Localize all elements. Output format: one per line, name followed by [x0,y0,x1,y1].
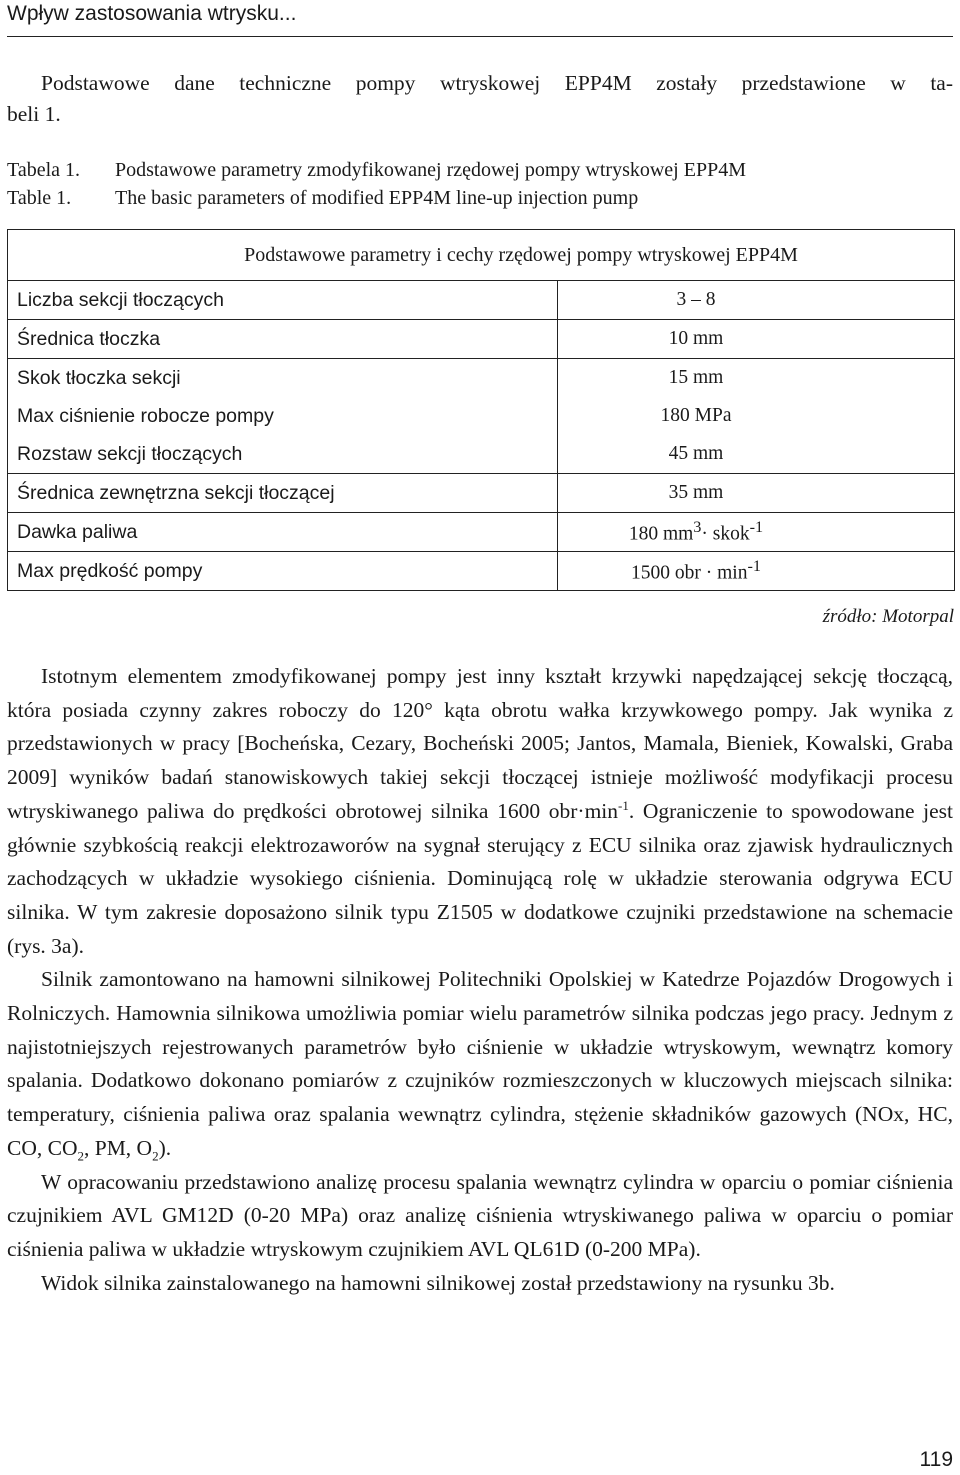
table-row [8,359,955,398]
table-row [8,281,955,320]
intro-line-2: beli 1. [7,102,61,126]
table-row [8,513,955,552]
param-name: Dawka paliwa [8,513,558,552]
page-number: 119 [919,1448,953,1471]
paragraph-text: , PM, O [83,1135,153,1160]
param-name: Liczba sekcji tłoczących [8,281,558,320]
value-superscript: -1 [749,518,764,537]
table-row [8,320,955,359]
subscript: 2 [77,1148,84,1164]
paragraph: W opracowaniu przedstawiono analizę procesu spalania wewnątrz cylindra w oparciu o pomiar ciśnienia czujnikiem AVL GM12D (0-20 MPa) oraz analizę ciśnienia wtryskiwanego paliwa w oparciu o pomiar ciśnienia paliwa w układzie wtryskowym czujnikiem AVL QL61D (0-200 MPa). [7,1169,953,1261]
header-rule [7,36,953,37]
caption-text: Podstawowe parametry zmodyfikowanej rzędowej pompy wtryskowej EPP4M [115,159,746,181]
intro-paragraph [7,68,953,130]
value-superscript: -1 [747,557,761,576]
caption-label: Tabela 1. [7,159,81,181]
intro-line-1: Podstawowe dane techniczne pompy wtryskowej EPP4M zostały przedstawione w ta- [41,71,953,95]
value-base: 180 mm [628,523,694,545]
superscript: -1 [618,797,629,813]
value-unit: · skok [701,523,750,545]
paragraph-text: . Ograniczenie to spowodowane jest głównie szybkością reakcji elektrozaworów na sygnał sterujący z ECU silnika oraz zjawisk hydraulicznych zachodzących w układzie wysokiego ciśnienia. Dominującą rolę w układzie sterowania odgrywa ECU silnika. W tym zakresie doposażono silnik typu Z1505 w dodatkowe czujniki przedstawione na schemacie (rys. 3a). [7,798,954,958]
paragraph-text: ). [158,1135,172,1160]
table-row [8,474,955,513]
caption-label: Table 1. [7,187,72,209]
param-value: 35 mm [558,474,955,513]
param-name: Średnica zewnętrzna sekcji tłoczącej [8,474,558,513]
param-name: Średnica tłoczka [8,320,558,359]
table-header-row [8,230,955,281]
table-caption-pl [7,157,953,184]
paragraph: Widok silnika zainstalowanego na hamowni silnikowej został przedstawiony na rysunku 3b. [41,1270,835,1295]
running-title: Wpływ zastosowania wtrysku... [7,2,297,25]
table-row [8,435,955,474]
param-value: 10 mm [558,320,955,359]
table-caption-en [7,185,953,212]
param-name: Max prędkość pompy [8,552,558,591]
param-value: 15 mm [558,359,955,398]
table-row [8,397,955,435]
paragraph [7,660,953,963]
param-value: 180 MPa [558,397,955,435]
caption-text: The basic parameters of modified EPP4M line-up injection pump [115,187,639,209]
param-value: 45 mm [558,435,955,474]
param-value: 3 – 8 [558,281,955,320]
paragraph-text: Silnik zamontowano na hamowni silnikowej Politechniki Opolskiej w Katedrze Pojazdów Drogowych i Rolniczych. Hamownia silnikowa umożliwia pomiar wielu parametrów silnika podczas jego pracy. Jednym z najistotniejszych rejestrowanych parametrów było ciśnienie w układzie wtryskowym, wewnątrz komory spalania. Dodatkowo dokonano pomiarów z czujników rozmieszczonych w kluczowych miejscach silnika: temperatury, ciśnienia paliwa oraz spalania wewnątrz cylindra, stężenie składników gazowych (NOx, HC, CO, CO [7,967,953,1160]
paragraph-text: Istotnym elementem zmodyfikowanej pompy jest inny kształt krzywki napędzającej sekcję tłoczącą, która posiada czynny zakres roboczy do 120° kąta obrotu wałka krzywkowego pompy. Jak wynika z przedstawionych w pracy [Bocheńska, Cezary, Bocheński 2005; Jantos, Mamala, Bieniek, Kowalski, Graba 2009] wyników badań stanowiskowych takiej sekcji tłoczącej istnieje możliwość modyfikacji procesu wtryskiwanego paliwa do prędkości obrotowej silnika 1600 obr·min [7,664,953,823]
paragraph [7,963,953,1165]
param-name: Max ciśnienie robocze pompy [8,397,558,435]
value-base: 1500 obr · min [631,562,748,584]
subscript: 2 [152,1148,159,1164]
param-value [558,513,955,552]
value-superscript: 3 [693,518,702,537]
param-name: Rozstaw sekcji tłoczących [8,435,558,474]
parameters-table [7,229,955,591]
table-header: Podstawowe parametry i cechy rzędowej pompy wtryskowej EPP4M [8,230,955,281]
body-text [7,660,953,1300]
table-row [8,552,955,591]
param-name: Skok tłoczka sekcji [8,359,558,398]
table-source: źródło: Motorpal [822,606,954,627]
param-value [558,552,955,591]
